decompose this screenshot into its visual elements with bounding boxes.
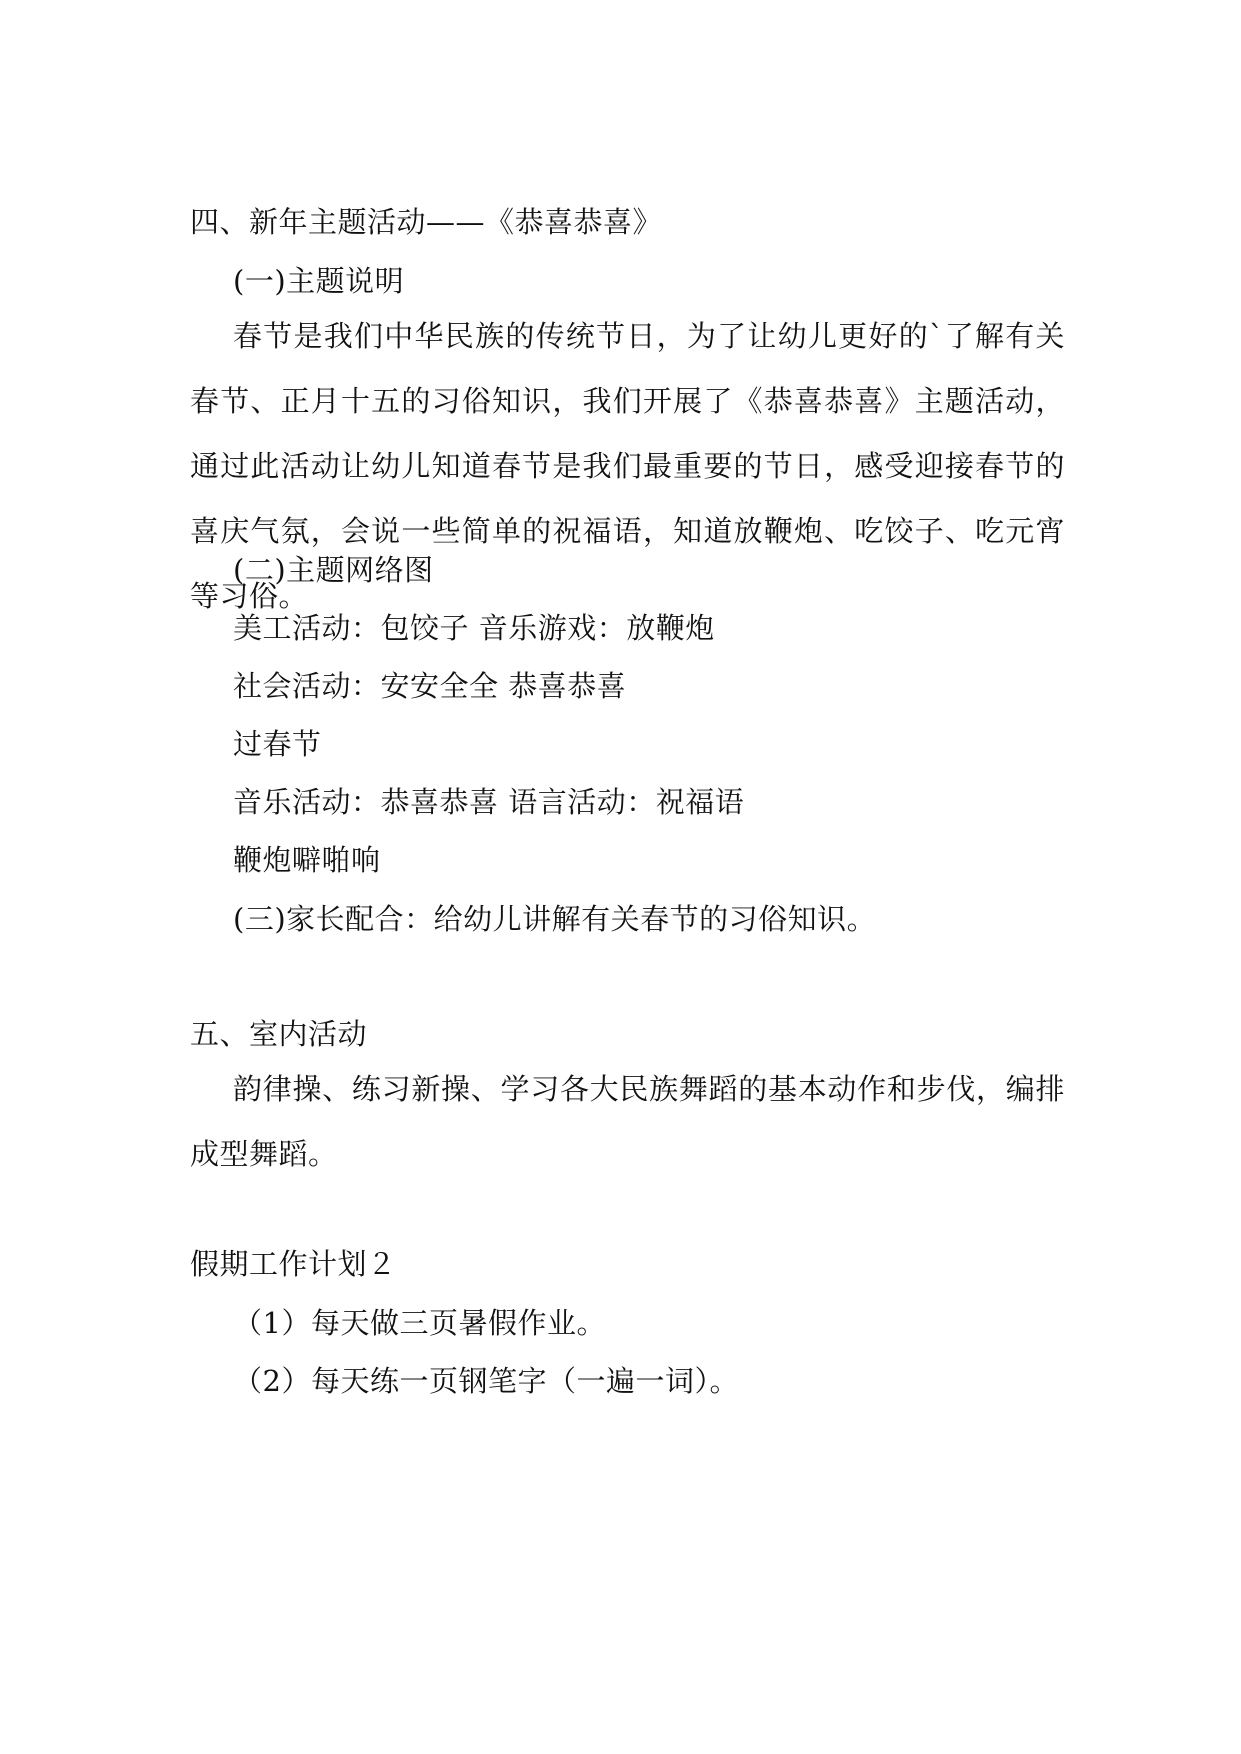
- network-item: 鞭炮噼啪响: [233, 843, 381, 877]
- paragraph-indoor-activities: 韵律操、练习新操、学习各大民族舞蹈的基本动作和步伐，编排成型舞蹈。: [190, 1072, 1065, 1171]
- subheading-parent-cooperation: (三)家长配合：给幼儿讲解有关春节的习俗知识。: [233, 902, 877, 936]
- network-item: 过春节: [233, 727, 322, 761]
- subheading-theme-description: (一)主题说明: [233, 264, 405, 298]
- section-heading-plan-2: 假期工作计划２: [190, 1247, 397, 1281]
- plan-item: （2）每天练一页钢笔字（一遍一词）。: [233, 1364, 739, 1398]
- network-item: 社会活动：安安全全 恭喜恭喜: [233, 669, 627, 703]
- paragraph-theme-description: 春节是我们中华民族的传统节日，为了让幼儿更好的`了解有关春节、正月十五的习俗知识，我们开展了《恭喜恭喜》主题活动，通过此活动让幼儿知道春节是我们最重要的节日，感受迎接春节的喜庆气氛，会说一些简单的祝福语，知道放鞭炮、吃饺子、吃元宵等习俗。: [190, 319, 1065, 613]
- section-heading-new-year: 四、新年主题活动——《恭喜恭喜》: [190, 205, 663, 239]
- network-item: 音乐活动：恭喜恭喜 语言活动：祝福语: [233, 785, 745, 819]
- subheading-theme-network: (二)主题网络图: [233, 553, 434, 587]
- section-heading-indoor: 五、室内活动: [190, 1017, 368, 1051]
- network-item: 美工活动：包饺子 音乐游戏：放鞭炮: [233, 611, 715, 645]
- plan-item: （1）每天做三页暑假作业。: [233, 1306, 606, 1340]
